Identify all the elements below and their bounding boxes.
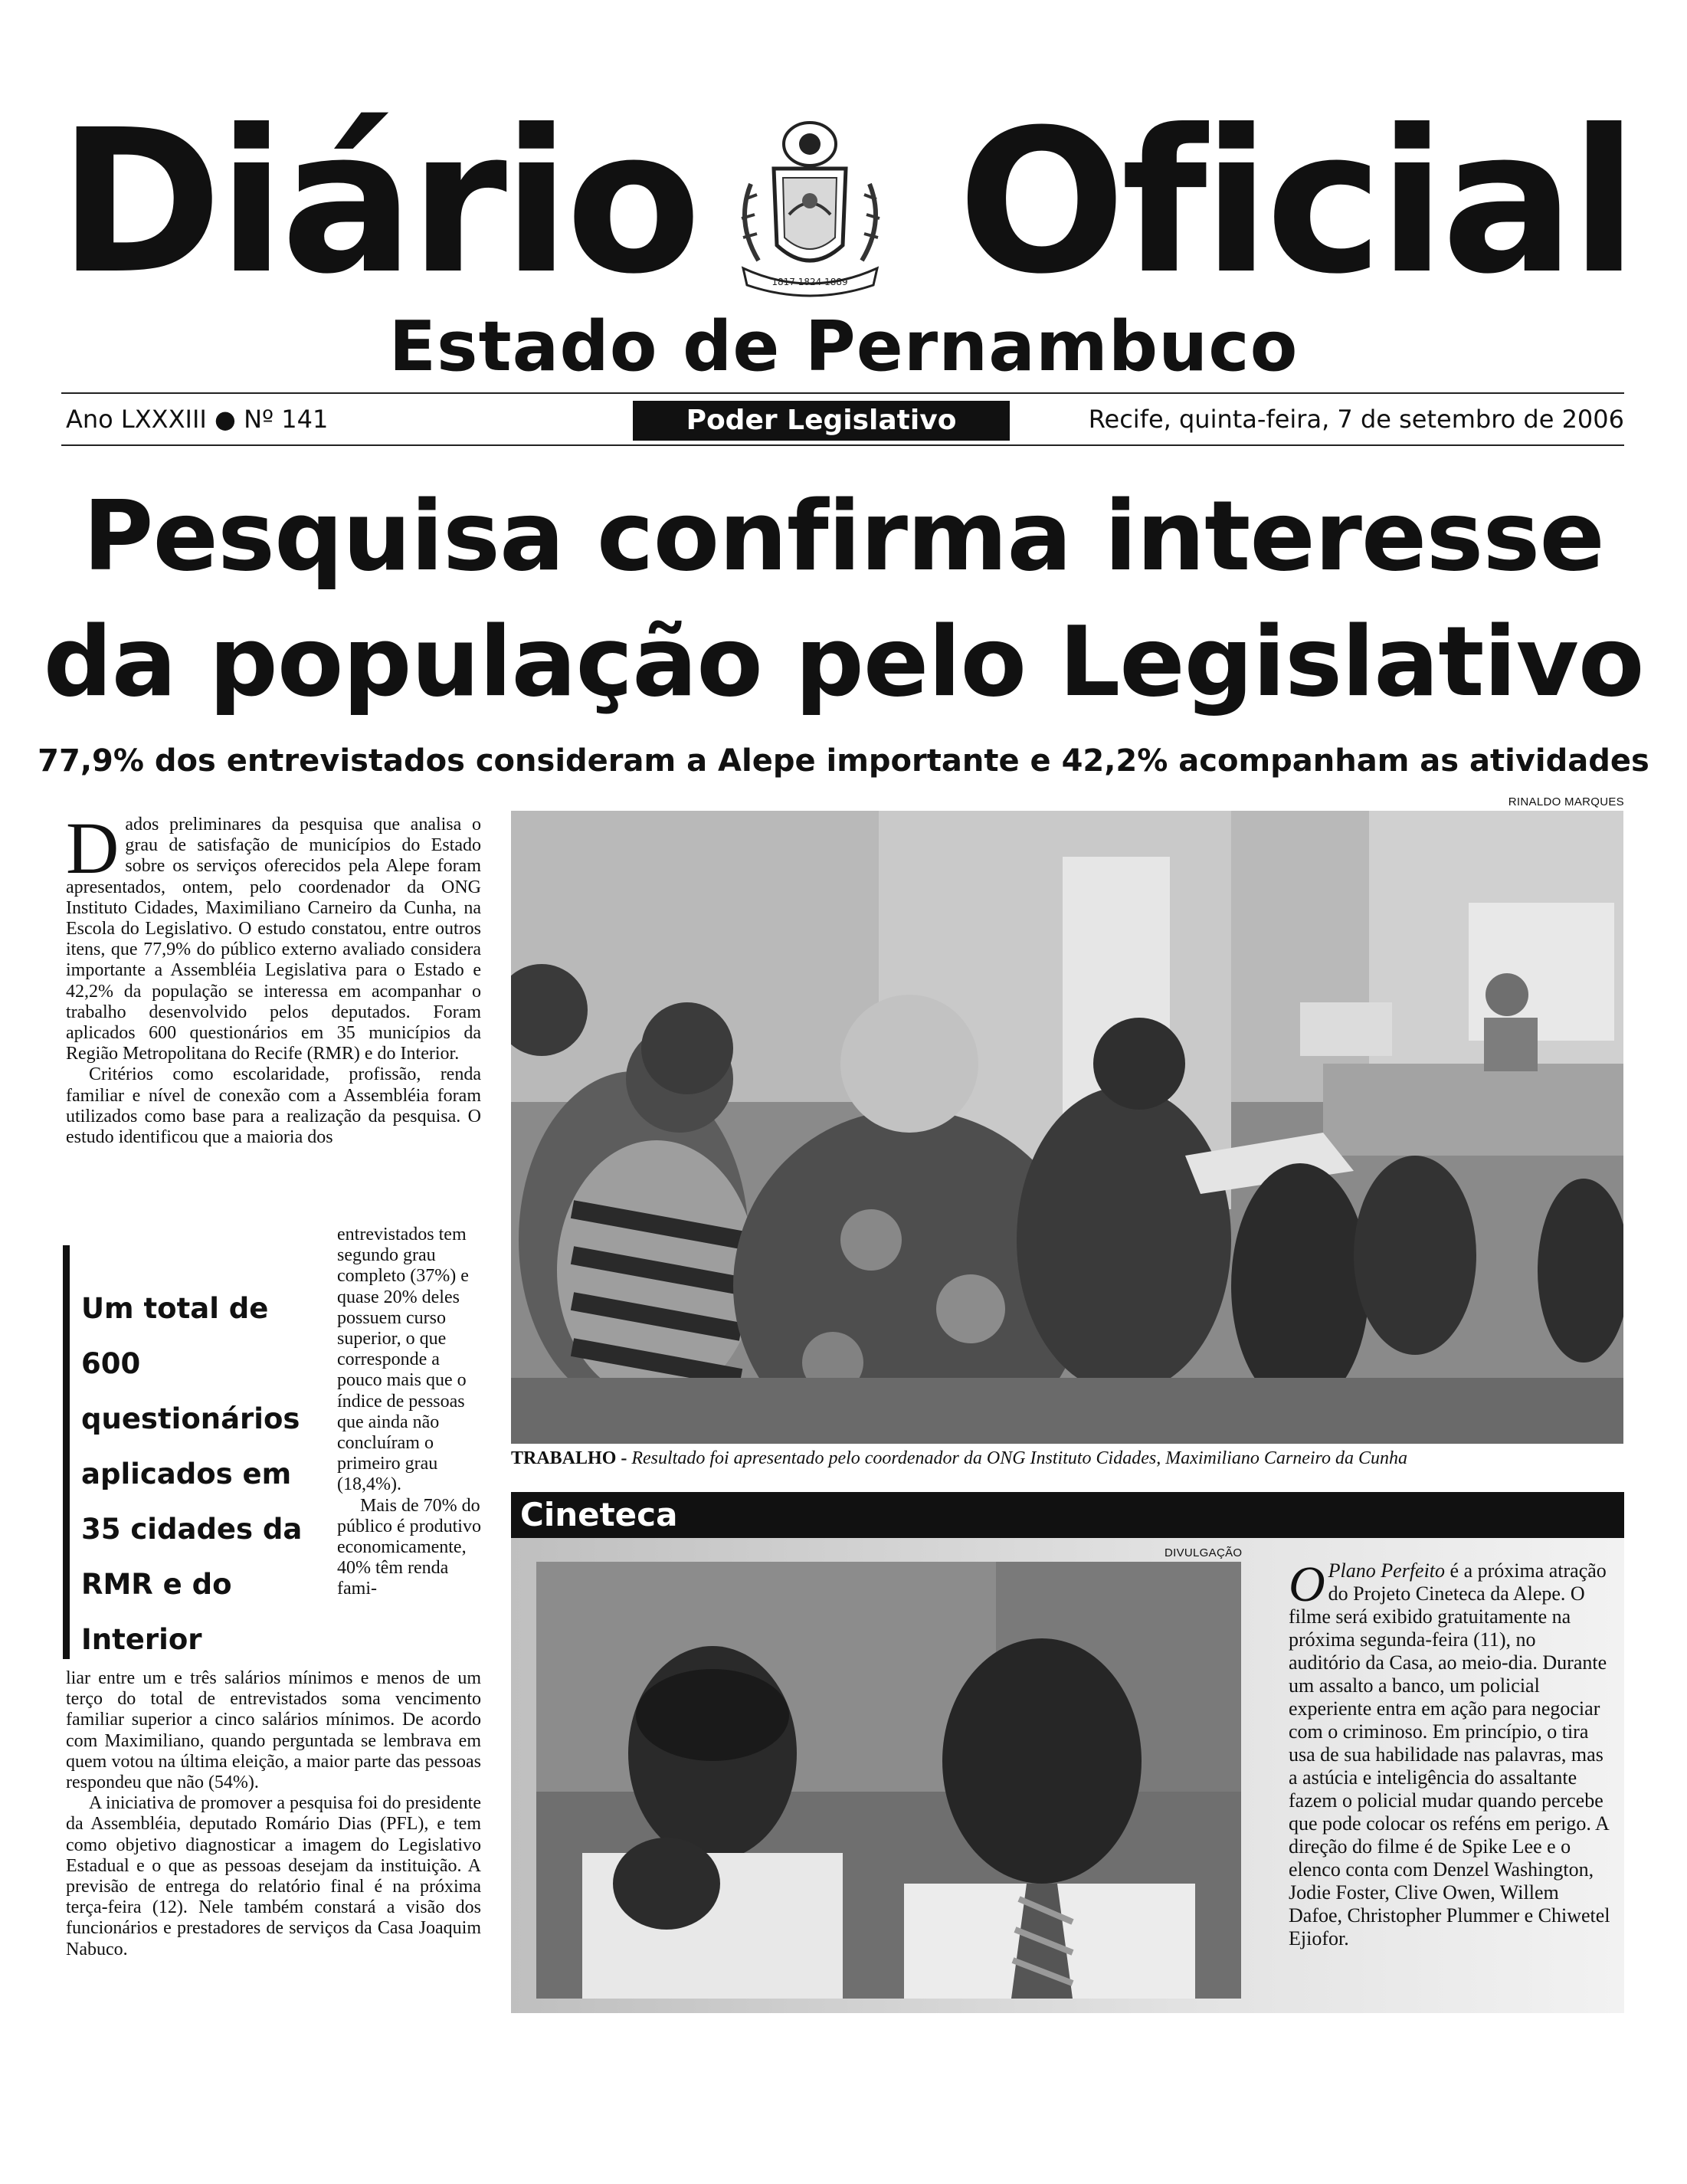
photo-caption-main xyxy=(511,1448,1630,1469)
pullquote: Um total de 600 questionários aplicados em 35 cidades da RMR e do Interior xyxy=(81,1292,303,1656)
issue-number: Ano LXXXIII ● Nº 141 xyxy=(66,405,329,434)
masthead-title-left: Diário xyxy=(58,87,697,317)
headline-line-2: da população pelo Legislativo xyxy=(43,605,1644,718)
article-paragraph-2-narrow: entrevistados tem segundo grau completo (37%) e quase 20% deles possuem curso superior, o que corresponde a pouco mais que o índice de pessoas que ainda não concluíram o primeiro grau (18,4%). xyxy=(337,1225,469,1495)
masthead-rule-top xyxy=(61,392,1624,394)
headline-line-1: Pesquisa confirma interesse xyxy=(83,480,1604,592)
photo-credit-main: RINALDO MARQUES xyxy=(1508,795,1624,808)
article-paragraph-1: ados preliminares da pesquisa que analisa o grau de satisfação de municípios do Estado sobre os serviços oferecidos pela Alepe foram apresentados, ontem, pelo coordenador da ONG Instituto Cidades, Maximiliano Carneiro da Cunha, na Escola do Legislativo. O estudo constatou, entre outros itens, que 77,9% do público externo avaliado considera importante a Assembléia Legislativa para o Estado e 42,2% da população se interessa em acompanhar o trabalho desenvolvido pelos deputados. Foram aplicados 600 questionários em 35 municípios da Região Metropolitana do Recife (RMR) e do Interior. xyxy=(66,815,481,1064)
cineteca-text xyxy=(1289,1556,1610,1950)
dateline: Recife, quinta-feira, 7 de setembro de 2006 xyxy=(1088,405,1624,434)
cineteca-body: é a próxima atração do Projeto Cineteca da Alepe. O filme será exibido gratuitamente na próxima segunda-feira (11), no auditório da Casa, ao meio-dia. Durante um assalto a banco, um policial experiente entra em ação para negociar com o criminoso. Em princípio, o tira usa de sua habilidade nas palavras, mas a astúcia e inteligência do assaltante fazem o policial mudar quando percebe que pode colocar os reféns em perigo. A direção do filme é de Spike Lee e o elenco conta com Denzel Washington, Jodie Foster, Clive Owen, Willem Dafoe, Christopher Plummer e Chiwetel Ejiofor. xyxy=(1289,1559,1610,1950)
article-body-bottom xyxy=(66,1668,481,1960)
masthead-rule-bottom xyxy=(61,444,1624,446)
headline xyxy=(31,474,1656,725)
film-still-photo xyxy=(536,1562,1241,1999)
state-name: Estado de Pernambuco xyxy=(388,307,1299,387)
caption-label: TRABALHO - xyxy=(511,1448,627,1468)
cineteca-drop-cap: O xyxy=(1289,1556,1325,1612)
masthead-title-right: Oficial xyxy=(958,87,1633,317)
caption-text: Resultado foi apresentado pelo coordenador da ONG Instituto Cidades, Maximiliano Carneiro da Cunha xyxy=(631,1448,1407,1468)
section-label: Poder Legislativo xyxy=(633,401,1010,441)
article-paragraph-2: Critérios como escolaridade, profissão, renda familiar e nível de conexão com a Assembléia foram utilizados como base para a realização da pesquisa. O estudo identificou que a maioria dos xyxy=(66,1064,481,1148)
cineteca-heading: Cineteca xyxy=(511,1492,1624,1538)
pullquote-bar xyxy=(63,1245,70,1659)
article-body-top xyxy=(66,807,481,1148)
article-body-narrow xyxy=(337,1225,481,1600)
svg-text:1817 1824 1889: 1817 1824 1889 xyxy=(771,277,848,287)
drop-cap: D xyxy=(66,807,120,889)
classroom-photo xyxy=(511,811,1623,1444)
article-paragraph-3-cont: liar entre um e três salários mínimos e menos de um terço do total de entrevistados soma vencimento familiar superior a cinco salários mínimos. De acordo com Maximiliano, quando perguntada se lembrava em quem votou na última eleição, a maior parte das pessoas respondeu que não (54%). xyxy=(66,1668,481,1793)
subheadline: 77,9% dos entrevistados consideram a Alepe importante e 42,2% acompanham as atividades xyxy=(38,743,1649,779)
article-paragraph-3-narrow: Mais de 70% do público é produtivo economicamente, 40% têm renda fami- xyxy=(337,1495,481,1599)
state-seal-icon xyxy=(728,115,893,299)
photo-credit-cineteca: DIVULGAÇÃO xyxy=(1165,1546,1243,1559)
film-title: Plano Perfeito xyxy=(1328,1559,1446,1582)
article-paragraph-4: A iniciativa de promover a pesquisa foi do presidente da Assembléia, deputado Romário Dias (PFL), e tem como objetivo diagnosticar a imagem do Legislativo Estadual e o que as pessoas desejam da instituição. A previsão de entrega do relatório final é na próxima terça-feira (12). Nele também constará a visão dos funcionários e prestadores de serviços da Casa Joaquim Nabuco. xyxy=(66,1793,481,1959)
